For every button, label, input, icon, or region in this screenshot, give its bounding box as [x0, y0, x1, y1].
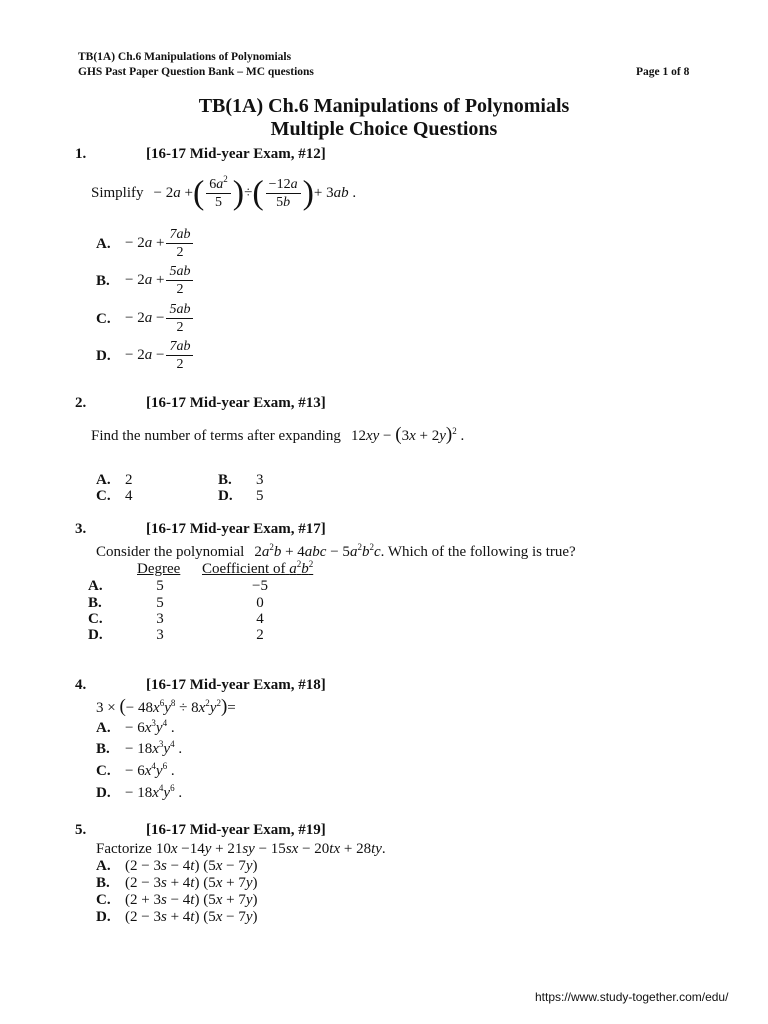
header-chapter: TB(1A) Ch.6 Manipulations of Polynomials [78, 51, 292, 63]
question-5-number: 5. [75, 822, 87, 838]
question-2-prompt-text: Find the number of terms after expanding [91, 428, 341, 444]
question-3-option-a-letter: A. [88, 578, 103, 594]
question-2-option-b-letter: B. [218, 472, 232, 488]
question-3-prompt-after: . Which of the following is true? [380, 544, 576, 560]
question-1-prompt-text: Simplify [91, 184, 144, 201]
question-5-prompt [96, 840, 386, 858]
question-3-option-a-coefficient: −5 [252, 578, 268, 594]
question-1-option-c: − 2a − $\frac{5ab}{2}$ [125, 301, 195, 336]
question-5-option-b-letter: B. [96, 875, 110, 891]
question-1-number: 1. [75, 146, 87, 162]
page-number: Page 1 of 8 [636, 66, 690, 78]
question-2-option-d: 5 [256, 488, 264, 504]
page-subtitle: Multiple Choice Questions [270, 118, 498, 140]
question-1-prompt [91, 168, 356, 218]
question-3-option-d-degree: 3 [156, 627, 164, 643]
question-1-option-b: − 2a + $\frac{5ab}{2}$ [125, 263, 195, 298]
question-5-option-b: (2 − 3s + 4t) (5x + 7y) [125, 875, 258, 891]
question-3-prompt [96, 543, 576, 561]
header-bank: GHS Past Paper Question Bank – MC questions [78, 66, 314, 78]
question-3-option-c-letter: C. [88, 611, 103, 627]
question-3-option-c-degree: 3 [156, 611, 164, 627]
question-3-option-a-degree: 5 [156, 578, 164, 594]
question-4-option-d: − $18x^4y^6$ . [125, 783, 183, 801]
question-2-prompt [91, 424, 464, 446]
question-4-option-c-letter: C. [96, 763, 111, 779]
question-2-expression: $12xy - (3x + 2y)^2$ . [350, 424, 465, 445]
question-3-polynomial: $2a^2b + 4abc - 5a^2b^2c$ [254, 542, 381, 560]
page-title: TB(1A) Ch.6 Manipulations of Polynomials [198, 95, 570, 117]
question-2-option-a: 2 [125, 472, 133, 488]
question-3-source: [16-17 Mid-year Exam, #17] [146, 521, 326, 537]
question-5-option-d: (2 − 3s + 4t) (5x − 7y) [125, 909, 258, 925]
question-3-option-b-coefficient: 0 [256, 595, 264, 611]
question-1-source: [16-17 Mid-year Exam, #12] [146, 146, 326, 162]
question-3-prompt-before: Consider the polynomial [96, 544, 245, 560]
question-1-option-a: − 2a + $\frac{7ab}{2}$ [125, 226, 195, 261]
question-3-number: 3. [75, 521, 87, 537]
question-5-prompt-text: Factorize [96, 841, 152, 857]
question-3-option-d-letter: D. [88, 627, 103, 643]
question-1-option-b-letter: B. [96, 273, 110, 289]
question-1-option-d-letter: D. [96, 348, 111, 364]
question-2-option-d-letter: D. [218, 488, 233, 504]
question-4-source: [16-17 Mid-year Exam, #18] [146, 677, 326, 693]
question-5-option-d-letter: D. [96, 909, 111, 925]
question-2-source: [16-17 Mid-year Exam, #13] [146, 395, 326, 411]
question-4-expression: 3 × (− $48x^6y^8 \div 8x^2y^2)=$ [96, 696, 236, 717]
question-3-option-c-coefficient: 4 [256, 611, 264, 627]
question-4-number: 4. [75, 677, 87, 693]
question-4-option-b: − $18x^3y^4$ . [125, 739, 183, 757]
question-3-col-degree: Degree [137, 561, 181, 577]
question-3-option-b-degree: 5 [156, 595, 164, 611]
question-4-option-c: − $6x^4y^6$ . [125, 761, 175, 779]
question-3-option-b-letter: B. [88, 595, 102, 611]
question-4-option-a: − $6x^3y^4$ . [125, 718, 175, 736]
question-5-option-c-letter: C. [96, 892, 111, 908]
question-5-option-c: (2 + 3s − 4t) (5x + 7y) [125, 892, 258, 908]
footer-url-link[interactable]: https://www.study-together.com/edu/ [535, 990, 729, 1004]
question-3-col-coefficient: Coefficient of $a^2b^2$ [202, 559, 314, 577]
question-1-option-a-letter: A. [96, 236, 111, 252]
question-2-option-b: 3 [256, 472, 264, 488]
question-4-option-d-letter: D. [96, 785, 111, 801]
question-5-option-a-letter: A. [96, 858, 111, 874]
question-5-expression: 10x −14y + 21sy − 15sx − 20tx + 28ty. [155, 841, 386, 857]
question-1-option-d: − 2a − $\frac{7ab}{2}$ [125, 338, 195, 373]
question-4-option-b-letter: B. [96, 741, 110, 757]
question-2-option-a-letter: A. [96, 472, 111, 488]
question-2-number: 2. [75, 395, 87, 411]
question-5-source: [16-17 Mid-year Exam, #19] [146, 822, 326, 838]
question-2-option-c-letter: C. [96, 488, 111, 504]
question-2-option-c: 4 [125, 488, 133, 504]
question-5-option-a: (2 − 3s − 4t) (5x − 7y) [125, 858, 258, 874]
question-3-option-d-coefficient: 2 [256, 627, 264, 643]
question-1-expression: − 2a +( $\frac{6a^2}{5}$ )÷( $\frac{-12a}{5b}$ )+ 3ab . [153, 173, 357, 211]
question-1-option-c-letter: C. [96, 311, 111, 327]
question-4-option-a-letter: A. [96, 720, 111, 736]
